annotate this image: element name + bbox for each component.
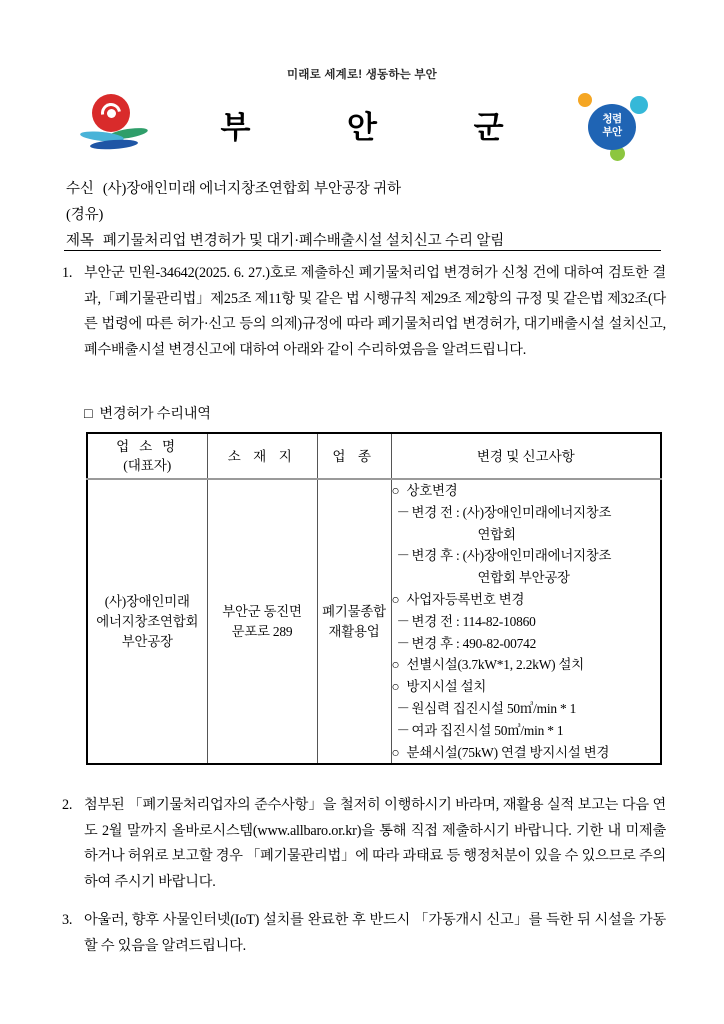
crest-line-2: 부안 <box>602 126 622 138</box>
change-detail-line <box>392 698 661 720</box>
dash-bullet-icon: － <box>396 613 410 629</box>
column-header-business-name <box>87 433 207 479</box>
subject-value: 폐기물처리업 변경허가 및 대기·폐수배출시설 설치신고 수리 알림 <box>102 233 505 249</box>
organization-title: 부 안 군 <box>220 110 548 145</box>
change-detail-line <box>392 742 661 764</box>
change-detail-text: 상호변경 <box>406 483 458 498</box>
circle-bullet-icon: ○ <box>391 679 400 695</box>
dash-bullet-icon: － <box>396 700 410 716</box>
business-type-line-1: 폐기물종합 <box>322 603 386 619</box>
change-detail-text: 선별시설(3.7kW*1, 2.2kW) 설치 <box>406 657 585 673</box>
crest-line-1: 청렴 <box>602 113 622 125</box>
permit-details-table <box>86 432 662 765</box>
change-detail-continuation <box>392 567 661 589</box>
change-detail-line <box>392 545 661 567</box>
change-detail-line <box>392 611 661 633</box>
change-detail-line <box>392 720 661 742</box>
change-detail-text: 변경 전 : (사)장애인미래에너지창조 <box>411 504 612 520</box>
table-body <box>87 479 661 764</box>
change-detail-text: 사업자등록번호 변경 <box>406 591 525 607</box>
header-divider <box>64 250 661 251</box>
business-name-line-2: 에너지창조연합회 <box>96 613 199 629</box>
paragraph-1 <box>62 261 666 363</box>
document-header <box>0 88 724 168</box>
change-detail-line <box>392 654 661 676</box>
paragraph-2-number: 2. <box>62 797 73 813</box>
change-detail-line <box>392 676 661 698</box>
paragraph-3-number: 3. <box>62 912 73 928</box>
change-detail-text: 변경 후 : (사)장애인미래에너지창조 <box>411 548 612 564</box>
paragraph-3-text: 아울러, 향후 사물인터넷(IoT) 설치를 완료한 후 반드시 「가동개시 신고」를 득한 뒤 시설을 가동할 수 있음을 알려드립니다. <box>84 912 666 954</box>
column-header-business-name-line2: (대표자) <box>123 458 172 473</box>
via-line: (경유) <box>66 207 104 223</box>
change-detail-text: 분쇄시설(75kW) 연결 방지시설 변경 <box>406 744 610 760</box>
circle-bullet-icon: ○ <box>391 591 400 607</box>
column-header-location-text: 소 재 지 <box>227 448 297 464</box>
header-tagline: 미래로 세계로! 생동하는 부안 <box>287 69 437 81</box>
recipient-value: (사)장애인미래 에너지창조연합회 부안공장 귀하 <box>102 181 401 197</box>
change-detail-line <box>392 633 661 655</box>
business-type-line-2: 재활용업 <box>328 623 380 639</box>
square-bullet-icon: □ <box>84 406 93 422</box>
change-detail-text: 연합회 <box>477 526 516 542</box>
cell-business-type <box>317 479 391 764</box>
table-header-row-group <box>87 433 661 479</box>
change-detail-text: 변경 후 : 490-82-00742 <box>411 635 537 651</box>
paragraph-2 <box>62 793 666 895</box>
crest-circle-icon <box>588 104 636 150</box>
permit-table-wrapper <box>86 432 660 765</box>
change-detail-line <box>392 502 661 524</box>
change-detail-text: 방지시설 설치 <box>406 679 487 695</box>
change-detail-text: 연합회 부안공장 <box>477 570 570 586</box>
section-heading <box>84 403 211 423</box>
cell-business-name <box>87 479 207 764</box>
recipient-label: 수신 <box>66 181 94 197</box>
dash-bullet-icon: － <box>396 635 410 651</box>
crest-text <box>588 104 636 150</box>
table-header-row <box>87 433 661 479</box>
circle-bullet-icon: ○ <box>391 483 400 498</box>
change-detail-continuation <box>392 524 661 546</box>
column-header-changes-text: 변경 및 신고사항 <box>476 448 575 464</box>
subject-label: 제목 <box>66 233 94 249</box>
business-name-line-3: 부안공장 <box>121 633 173 649</box>
paragraph-1-number: 1. <box>62 265 73 281</box>
dash-bullet-icon: － <box>396 548 410 564</box>
cheongryeom-buan-crest-icon <box>570 90 656 164</box>
change-detail-text: 원심력 집진시설 50㎥/min * 1 <box>411 700 577 716</box>
recipient-line <box>66 176 666 202</box>
change-detail-line <box>392 589 661 611</box>
dash-bullet-icon: － <box>396 504 410 520</box>
paragraph-1-text: 부안군 민원-34642(2025. 6. 27.)호로 제출하신 폐기물처리업 변경허가 신청 건에 대하여 검토한 결과,「폐기물관리법」제25조 제11항 및 같은 법 시행규칙 제29조 제2항의 규정 및 같은법 제32조(다른 법령에 따른 허가·신고 등의 의제)규정에 따라 폐기물처리업 변경허가, 대기배출시설 설치신고, 폐수배출시설 변경신고에 대하여 아래와 같이 수리하였음을 알려드립니다. <box>84 265 666 358</box>
cell-location <box>207 479 317 764</box>
paragraph-3 <box>62 908 666 959</box>
section-heading-text: 변경허가 수리내역 <box>99 406 211 422</box>
change-detail-text: 변경 전 : 114-82-10860 <box>411 613 536 629</box>
dash-bullet-icon: － <box>396 722 410 738</box>
circle-bullet-icon: ○ <box>391 744 400 760</box>
table-row <box>87 479 661 764</box>
column-header-business-type <box>317 433 391 479</box>
column-header-location <box>207 433 317 479</box>
change-detail-text: 여과 집진시설 50㎥/min * 1 <box>411 722 564 738</box>
column-header-changes <box>391 433 661 479</box>
change-detail-line <box>392 480 661 502</box>
cell-change-details <box>391 479 661 764</box>
business-name-line-1: (사)장애인미래 <box>104 593 190 609</box>
location-line-2: 문포로 289 <box>231 623 293 639</box>
paragraph-2-text: 첨부된 「폐기물처리업자의 준수사항」을 철저히 이행하시기 바라며, 재활용 실적 보고는 다음 연도 2월 말까지 올바로시스템(www.allbaro.or.kr)을 통해 직접 제출하시기 바랍니다. 기한 내 미제출하거나 허위로 보고할 경우 「폐기물관리법」에 따라 과태료 등 행정처분이 있을 수 있으므로 주의하여 주시기 바랍니다. <box>84 797 666 890</box>
location-line-1: 부안군 동진면 <box>222 603 302 619</box>
change-details-list <box>392 480 661 763</box>
column-header-business-name-line1: 업 소 명 <box>116 439 179 454</box>
column-header-business-type-text: 업 종 <box>332 448 376 464</box>
circle-bullet-icon: ○ <box>391 657 400 673</box>
